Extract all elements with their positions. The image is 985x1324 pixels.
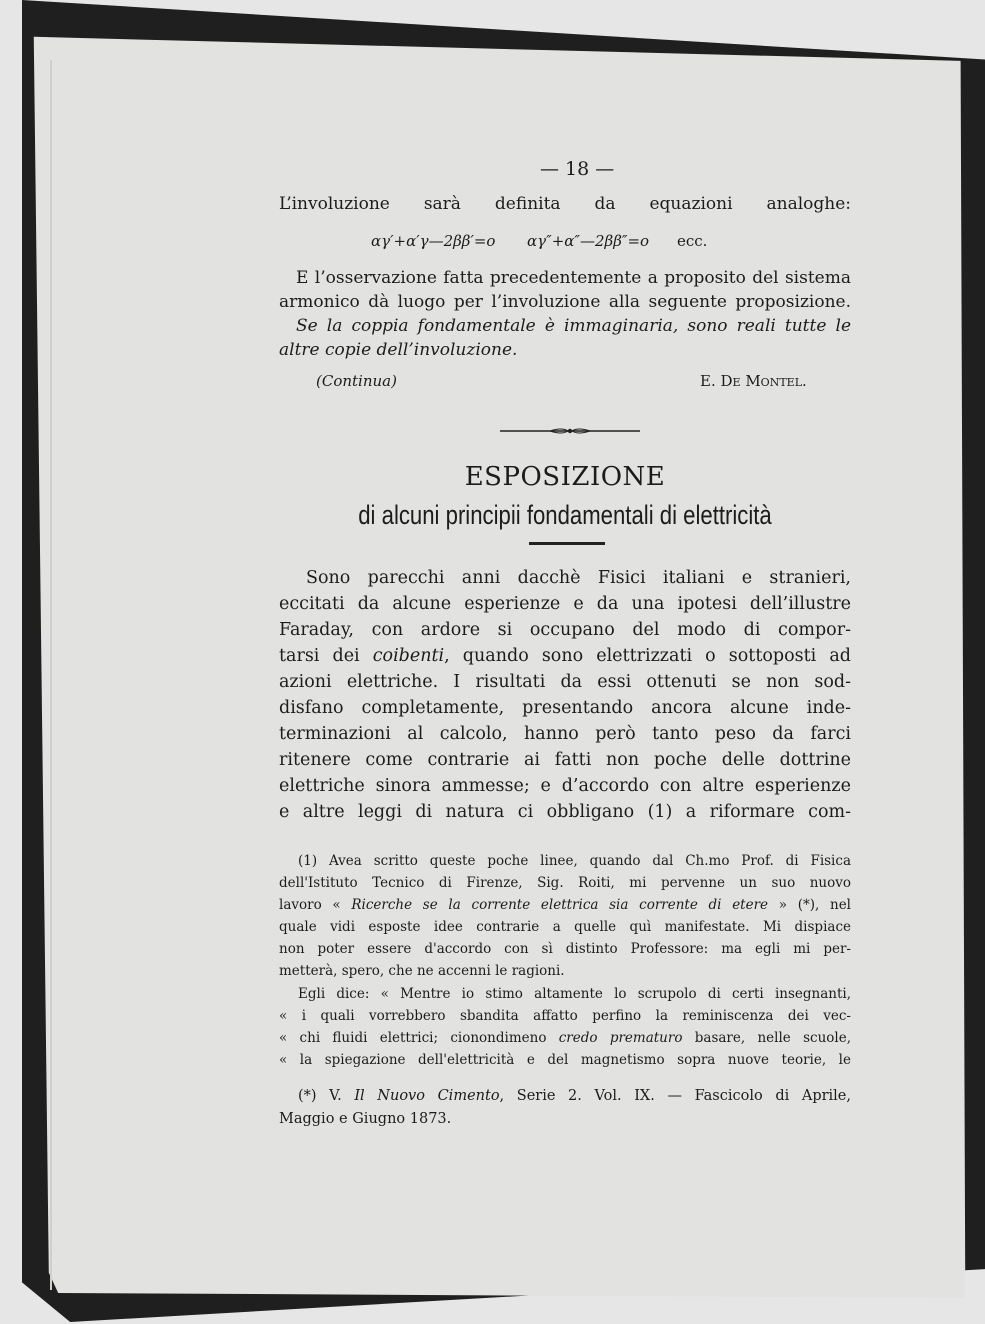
quote-italic-phrase: credo prematuro <box>558 1030 683 1046</box>
observation-line-1: E l’osservazione fatta precedentemente a proposito del sistema <box>296 268 851 288</box>
footnote-1-line-5: non poter essere d'accordo con sì distinto Professore: ma egli mi per- <box>279 941 851 957</box>
theorem-line-1: Se la coppia fondamentale è immaginaria, sono reali tutte le <box>296 316 851 336</box>
italic-word-coibenti: coibenti <box>372 646 445 666</box>
author-name: De Montel. <box>720 372 807 390</box>
intro-line: L’involuzione sarà definita da equazioni analoghe: <box>279 194 851 214</box>
body-line-8: ritenere come contrarie ai fatti non poche delle dottrine <box>279 750 851 770</box>
theorem-line-2: altre copie dell’involuzione. <box>279 340 518 360</box>
footnote-2-line-1-start: (*) V. <box>298 1088 355 1104</box>
quote-line-4: « la spiegazione dell'elettricità e del magnetismo sopra nuove teorie, le <box>279 1052 851 1068</box>
footnote-1-line-4: quale vidi esposte idee contrarie a quelle quì manifestate. Mi dispiace <box>279 919 851 935</box>
author-initial: E. <box>700 372 721 390</box>
equation-1: αγ′+α′γ—2ββ′=o <box>371 232 496 250</box>
body-line-9: elettriche sinora ammesse; e d’accordo con altre esperienze <box>279 776 851 796</box>
body-line-4-start: tarsi dei <box>279 646 373 666</box>
body-line-7: terminazioni al calcolo, hanno però tanto peso da farci <box>279 724 851 744</box>
quote-line-2: « i quali vorrebbero sbandita affatto perfino la reminiscenza dei vec- <box>279 1008 851 1024</box>
footnote-2-line-1-end: , Serie 2. Vol. IX. — Fascicolo di Aprile, <box>499 1088 851 1104</box>
footnote-1-line-3-start: lavoro « <box>279 897 352 913</box>
quote-line-3-start: « chi fluidi elettrici; cionondimeno <box>279 1030 559 1046</box>
continua-note: (Continua) <box>316 372 397 390</box>
body-line-10: e altre leggi di natura ci obbligano (1) a riformare com- <box>279 802 851 822</box>
quote-line-3 <box>279 1030 851 1046</box>
quote-line-1: Egli dice: « Mentre io stimo altamente lo scrupolo di certi insegnanti, <box>298 986 851 1002</box>
body-line-2: eccitati da alcune esperienze e da una ipotesi dell’illustre <box>279 594 851 614</box>
body-line-4-end: , quando sono elettrizzati o sottoposti ad <box>444 646 851 666</box>
article-title: ESPOSIZIONE <box>464 462 666 492</box>
journal-title: Il Nuovo Cimento <box>354 1088 500 1104</box>
footnote-1-line-3 <box>279 897 851 913</box>
equation-2: αγ″+α″—2ββ″=o <box>527 232 650 250</box>
title-rule <box>529 542 605 545</box>
body-line-4 <box>279 646 851 666</box>
body-line-6: disfano completamente, presentando ancora alcune inde- <box>279 698 851 718</box>
page-edge <box>50 60 52 1290</box>
footnote-1-line-1: (1) Avea scritto queste poche linee, quando dal Ch.mo Prof. di Fisica <box>298 853 851 869</box>
footnote-1-line-6: metterà, spero, che ne accenni le ragioni. <box>279 963 565 979</box>
equation-suffix: ecc. <box>677 232 708 250</box>
page-number: — 18 — <box>540 158 615 180</box>
footnote-2-line-1 <box>298 1088 851 1104</box>
ornament-divider <box>500 424 640 438</box>
body-line-5: azioni elettriche. I risultati da essi ottenuti se non sod- <box>279 672 851 692</box>
article-subtitle: di alcuni principii fondamentali di elettricità <box>358 500 772 530</box>
footnote-1-line-3-end: » (*), nel <box>768 897 851 913</box>
quote-line-3-end: basare, nelle scuole, <box>682 1030 851 1046</box>
body-line-3: Faraday, con ardore si occupano del modo di compor- <box>279 620 851 640</box>
author-signature <box>700 372 807 390</box>
observation-line-2: armonico dà luogo per l’involuzione alla seguente proposizione. <box>279 292 851 312</box>
body-line-1: Sono parecchi anni dacchè Fisici italiani e stranieri, <box>306 568 851 588</box>
footnote-1-line-2: dell'Istituto Tecnico di Firenze, Sig. Roiti, mi pervenne un suo nuovo <box>279 875 851 891</box>
cited-work-title: Ricerche se la corrente elettrica sia corrente di etere <box>351 897 769 913</box>
footnote-2-line-2: Maggio e Giugno 1873. <box>279 1111 452 1127</box>
